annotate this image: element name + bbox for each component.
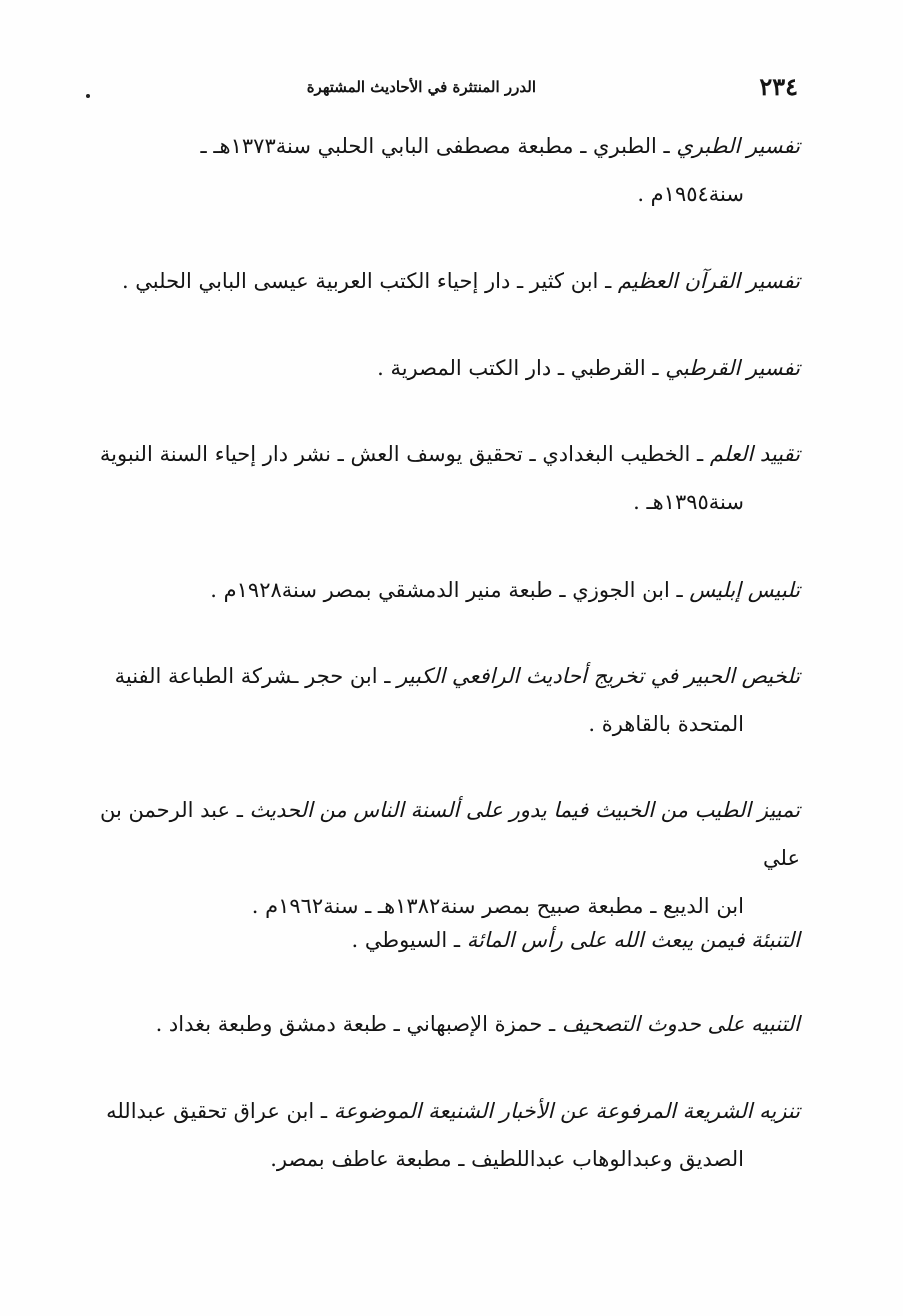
entry-first-line <box>80 566 800 614</box>
bibliography-entry <box>80 786 800 930</box>
entry-details: ـ حمزة الإصبهاني ـ طبعة دمشق وطبعة بغداد . <box>155 1012 562 1036</box>
entry-first-line <box>80 786 800 882</box>
entry-details: ـ ابن الجوزي ـ طبعة منير الدمشقي بمصر سنة١٩٢٨م . <box>210 578 690 602</box>
book-title: التنبيه على حدوث التصحيف <box>561 1012 800 1036</box>
book-title: التنبئة فيمن يبعث الله على رأس المائة <box>466 928 800 952</box>
entry-first-line <box>80 1087 800 1135</box>
entry-first-line <box>80 916 800 964</box>
book-title: تفسير القرآن العظيم <box>617 269 800 293</box>
page-header <box>80 68 798 108</box>
entry-continuation: سنة١٣٩٥هـ . <box>633 490 744 514</box>
page-number: ٢٣٤ <box>759 72 798 101</box>
entry-details: ـ ابن عراق تحقيق عبدالله <box>106 1099 334 1123</box>
entry-continuation: سنة١٩٥٤م . <box>637 182 744 206</box>
entry-details: ـ عبد الرحمن بن علي <box>100 798 800 870</box>
bibliography-entry <box>80 257 800 305</box>
entry-first-line <box>80 257 800 305</box>
book-title: تمييز الطيب من الخبيث فيما يدور على ألسنة الناس من الحديث <box>249 798 800 822</box>
bibliography-entry <box>80 430 800 526</box>
bibliography-entry <box>80 122 800 218</box>
book-title: تنزيه الشريعة المرفوعة عن الأخبار الشنيعة الموضوعة <box>333 1099 800 1123</box>
book-title: تقييد العلم <box>709 442 800 466</box>
bibliography-entry <box>80 344 800 392</box>
entry-details: ـ الطبري ـ مطبعة مصطفى البابي الحلبي سنة١٣٧٣هـ ـ <box>200 134 677 158</box>
book-title: تلخيص الحبير في تخريج أحاديث الرافعي الكبير <box>397 664 800 688</box>
entry-continuation: الصديق وعبدالوهاب عبداللطيف ـ مطبعة عاطف بمصر. <box>270 1147 744 1171</box>
entry-details: ـ ابن حجر ـشركة الطباعة الفنية <box>114 664 398 688</box>
book-title: تلبيس إبليس <box>689 578 800 602</box>
book-title: تفسير القرطبي <box>665 356 800 380</box>
entry-first-line <box>80 1000 800 1048</box>
book-title: تفسير الطبري <box>676 134 800 158</box>
bibliography-entry <box>80 652 800 748</box>
entry-first-line <box>80 344 800 392</box>
entry-details: ـ ابن كثير ـ دار إحياء الكتب العربية عيسى البابي الحلبي . <box>121 269 618 293</box>
running-title: الدرر المنتثرة في الأحاديث المشتهرة <box>306 78 536 96</box>
entry-continuation: المتحدة بالقاهرة . <box>588 712 744 736</box>
entry-first-line <box>80 652 800 700</box>
print-speck <box>86 94 90 98</box>
entry-continuation: ابن الديبع ـ مطبعة صبيح بمصر سنة١٣٨٢هـ ـ سنة١٩٦٢م . <box>251 894 744 918</box>
bibliography-entry <box>80 1087 800 1183</box>
bibliography-entry <box>80 566 800 614</box>
entry-details: ـ القرطبي ـ دار الكتب المصرية . <box>377 356 666 380</box>
entry-details: ـ الخطيب البغدادي ـ تحقيق يوسف العش ـ نشر دار إحياء السنة النبوية <box>99 442 710 466</box>
entry-details: ـ السيوطي . <box>351 928 467 952</box>
entry-first-line <box>80 122 800 170</box>
bibliography-entry <box>80 1000 800 1048</box>
bibliography-entry <box>80 916 800 964</box>
entry-first-line <box>80 430 800 478</box>
